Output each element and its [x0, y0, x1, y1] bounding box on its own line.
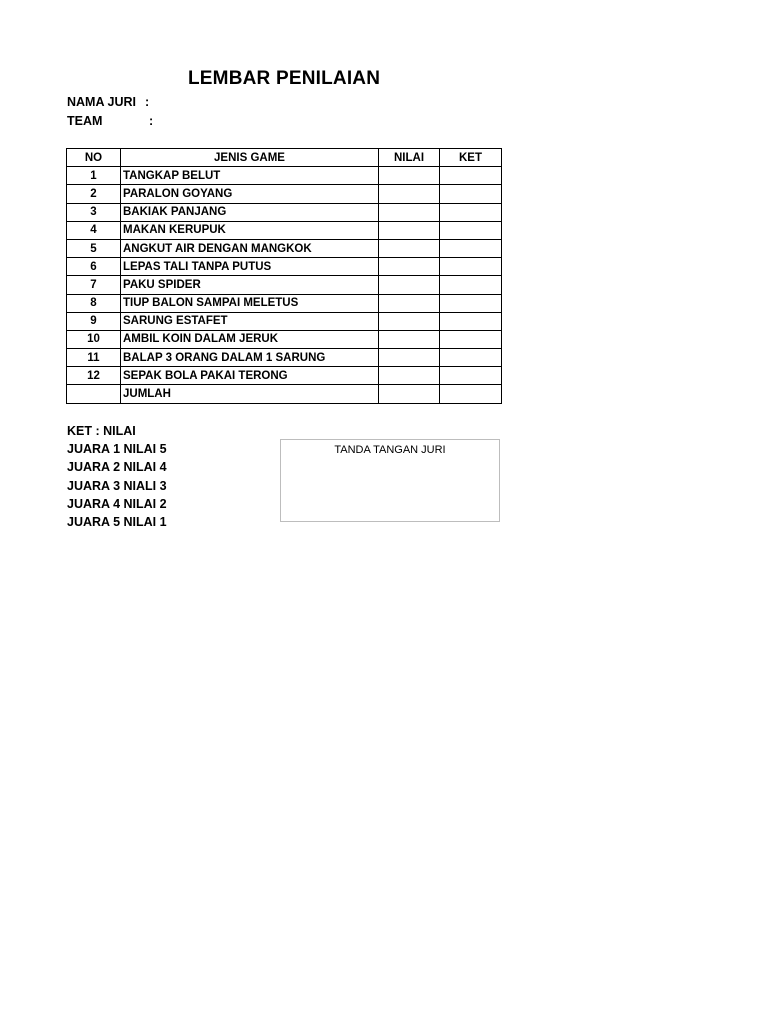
- table-row: [67, 312, 502, 330]
- table-row: [67, 330, 502, 348]
- row-no: 11: [67, 349, 121, 367]
- header-nilai: NILAI: [379, 149, 440, 167]
- row-nilai-cell[interactable]: [379, 367, 440, 385]
- row-nilai-cell[interactable]: [379, 221, 440, 239]
- table-row: [67, 258, 502, 276]
- table-row: [67, 167, 502, 185]
- header-no: NO: [67, 149, 121, 167]
- row-nilai-cell[interactable]: [379, 167, 440, 185]
- row-game: AMBIL KOIN DALAM JERUK: [121, 330, 379, 348]
- row-nilai-cell[interactable]: [379, 276, 440, 294]
- row-ket-cell[interactable]: [440, 276, 502, 294]
- table-row: [67, 294, 502, 312]
- team-label: TEAM: [67, 114, 103, 128]
- row-no: 10: [67, 330, 121, 348]
- legend-item: JUARA 5 NILAI 1: [67, 514, 167, 529]
- row-no: 12: [67, 367, 121, 385]
- signature-box[interactable]: [280, 439, 500, 522]
- row-game: SEPAK BOLA PAKAI TERONG: [121, 367, 379, 385]
- row-nilai-cell[interactable]: [379, 185, 440, 203]
- row-no: 7: [67, 276, 121, 294]
- total-nilai-cell[interactable]: [379, 385, 440, 403]
- total-row: [67, 385, 502, 403]
- table-row: [67, 185, 502, 203]
- row-nilai-cell[interactable]: [379, 312, 440, 330]
- row-no: 3: [67, 203, 121, 221]
- row-ket-cell[interactable]: [440, 185, 502, 203]
- total-ket-cell[interactable]: [440, 385, 502, 403]
- row-nilai-cell[interactable]: [379, 349, 440, 367]
- row-ket-cell[interactable]: [440, 330, 502, 348]
- row-no: 2: [67, 185, 121, 203]
- row-game: TANGKAP BELUT: [121, 167, 379, 185]
- row-nilai-cell[interactable]: [379, 294, 440, 312]
- judge-name-label: NAMA JURI: [67, 95, 136, 109]
- table-row: [67, 349, 502, 367]
- row-nilai-cell[interactable]: [379, 330, 440, 348]
- row-game: ANGKUT AIR DENGAN MANGKOK: [121, 239, 379, 257]
- row-ket-cell[interactable]: [440, 203, 502, 221]
- row-ket-cell[interactable]: [440, 167, 502, 185]
- row-no: 6: [67, 258, 121, 276]
- signature-label: TANDA TANGAN JURI: [334, 444, 446, 456]
- row-no: 5: [67, 239, 121, 257]
- row-ket-cell[interactable]: [440, 221, 502, 239]
- table-row: [67, 367, 502, 385]
- row-game: BAKIAK PANJANG: [121, 203, 379, 221]
- table-row: [67, 239, 502, 257]
- legend-item: JUARA 1 NILAI 5: [67, 442, 167, 457]
- row-ket-cell[interactable]: [440, 239, 502, 257]
- legend-item: JUARA 3 NIALI 3: [67, 478, 167, 493]
- row-ket-cell[interactable]: [440, 258, 502, 276]
- score-table: [66, 148, 502, 404]
- row-no: 4: [67, 221, 121, 239]
- row-nilai-cell[interactable]: [379, 258, 440, 276]
- table-row: [67, 276, 502, 294]
- total-no: [67, 385, 121, 403]
- row-ket-cell[interactable]: [440, 349, 502, 367]
- legend-item: JUARA 2 NILAI 4: [67, 460, 167, 475]
- row-ket-cell[interactable]: [440, 294, 502, 312]
- row-nilai-cell[interactable]: [379, 239, 440, 257]
- table-header-row: [67, 149, 502, 167]
- row-game: TIUP BALON SAMPAI MELETUS: [121, 294, 379, 312]
- judge-name-colon: :: [145, 95, 150, 109]
- team-colon: :: [149, 114, 154, 128]
- row-ket-cell[interactable]: [440, 312, 502, 330]
- row-game: LEPAS TALI TANPA PUTUS: [121, 258, 379, 276]
- row-game: MAKAN KERUPUK: [121, 221, 379, 239]
- row-no: 9: [67, 312, 121, 330]
- row-no: 8: [67, 294, 121, 312]
- legend-heading: KET : NILAI: [67, 424, 136, 438]
- header-ket: KET: [440, 149, 502, 167]
- row-ket-cell[interactable]: [440, 367, 502, 385]
- team-row: [67, 113, 154, 129]
- score-legend: [67, 422, 167, 531]
- row-game: PARALON GOYANG: [121, 185, 379, 203]
- row-nilai-cell[interactable]: [379, 203, 440, 221]
- table-row: [67, 203, 502, 221]
- page-title: LEMBAR PENILAIAN: [188, 68, 381, 89]
- legend-item: JUARA 4 NILAI 2: [67, 496, 167, 511]
- total-label: JUMLAH: [121, 385, 379, 403]
- judge-name-row: [67, 94, 150, 110]
- row-game: SARUNG ESTAFET: [121, 312, 379, 330]
- row-game: PAKU SPIDER: [121, 276, 379, 294]
- row-no: 1: [67, 167, 121, 185]
- table-row: [67, 221, 502, 239]
- header-game: JENIS GAME: [121, 149, 379, 167]
- row-game: BALAP 3 ORANG DALAM 1 SARUNG: [121, 349, 379, 367]
